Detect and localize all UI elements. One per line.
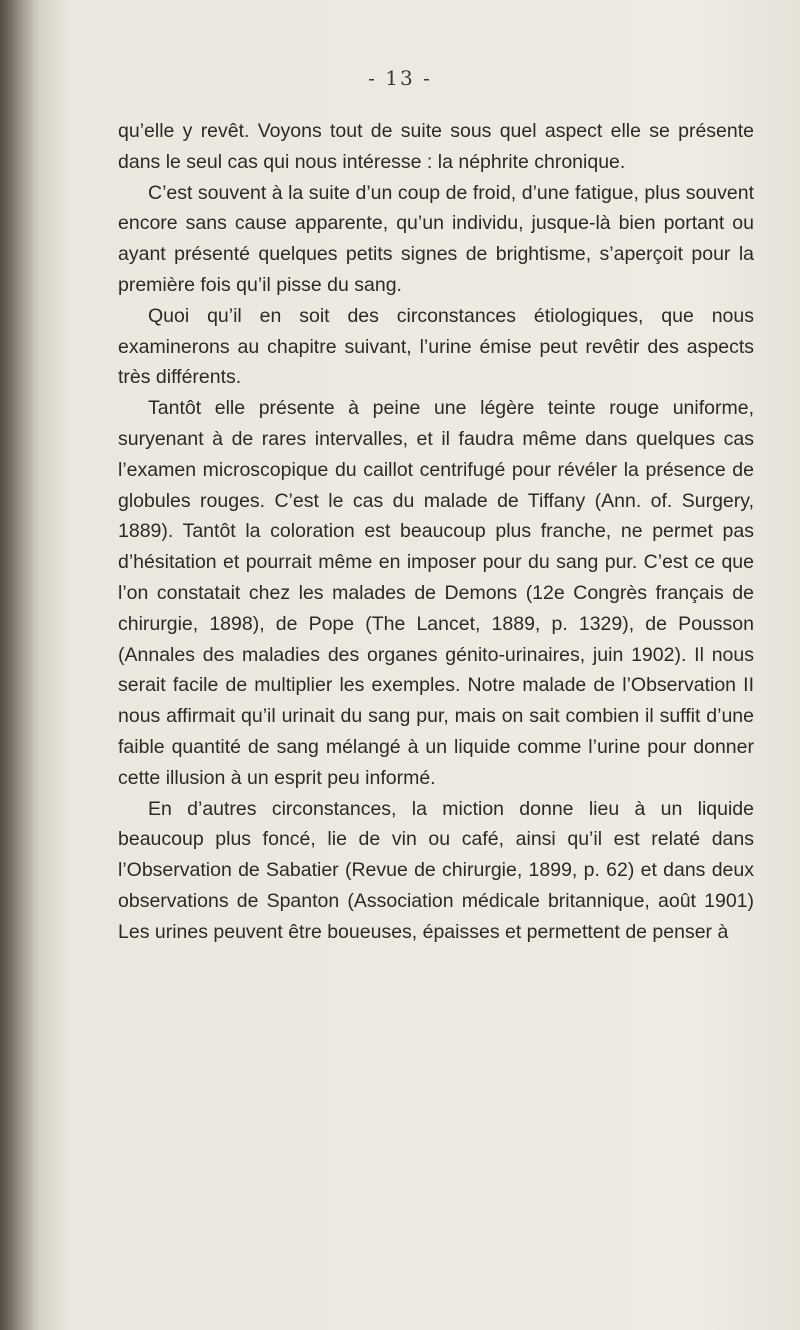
paragraph-5: En d’autres circonstances, la miction donne lieu à un liquide beaucoup plus foncé, lie de vin ou café, ainsi qu’il est relaté dans l’Observation de Sabatier (Revue de chirurgie, 1899, p. 62) et dans deux observations de Spanton (Association médicale britannique, août 1901) Les urines peuvent être boueuses, épaisses et permettent de penser à — [118, 797, 754, 943]
paragraph-1: qu’elle y revêt. Voyons tout de suite sous quel aspect elle se présente dans le seul cas qui nous intéresse : la néphrite chronique. — [118, 120, 754, 173]
page-number: - 13 - — [368, 66, 432, 90]
paragraph-2: C’est souvent à la suite d’un coup de froid, d’une fatigue, plus souvent encore sans cause apparente, qu’un individu, jusque-là bien portant ou ayant présenté quelques petits signes de brightisme, s’aperçoit pour la première fois qu’il pisse du sang. — [118, 181, 754, 296]
body-text — [118, 116, 754, 948]
paragraph-4: Tantôt elle présente à peine une légère teinte rouge uniforme, suryenant à de rares intervalles, et il faudra même dans quelques cas l’examen microscopique du caillot centrifugé pour révéler la présence de globules rouges. C’est le cas du malade de Tiffany (Ann. of. Surgery, 1889). Tantôt la coloration est beaucoup plus franche, ne permet pas d’hésitation et pourrait même en imposer pour du sang pur. C’est ce que l’on constatait chez les malades de Demons (12e Congrès français de chirurgie, 1898), de Pope (The Lancet, 1889, p. 1329), de Pousson (Annales des maladies des organes génito-urinaires, juin 1902). Il nous serait facile de multiplier les exemples. Notre malade de l’Observation II nous affirmait qu’il urinait du sang pur, mais on sait combien il suffit d’une faible quantité de sang mélangé à un liquide comme l’urine pour donner cette illusion à un esprit peu informé. — [118, 397, 754, 789]
page-spine-shadow — [0, 0, 34, 1330]
paragraph-3: Quoi qu’il en soit des circonstances étiologiques, que nous examinerons au chapitre suivant, l’urine émise peut revêtir des aspects très différents. — [118, 304, 754, 389]
